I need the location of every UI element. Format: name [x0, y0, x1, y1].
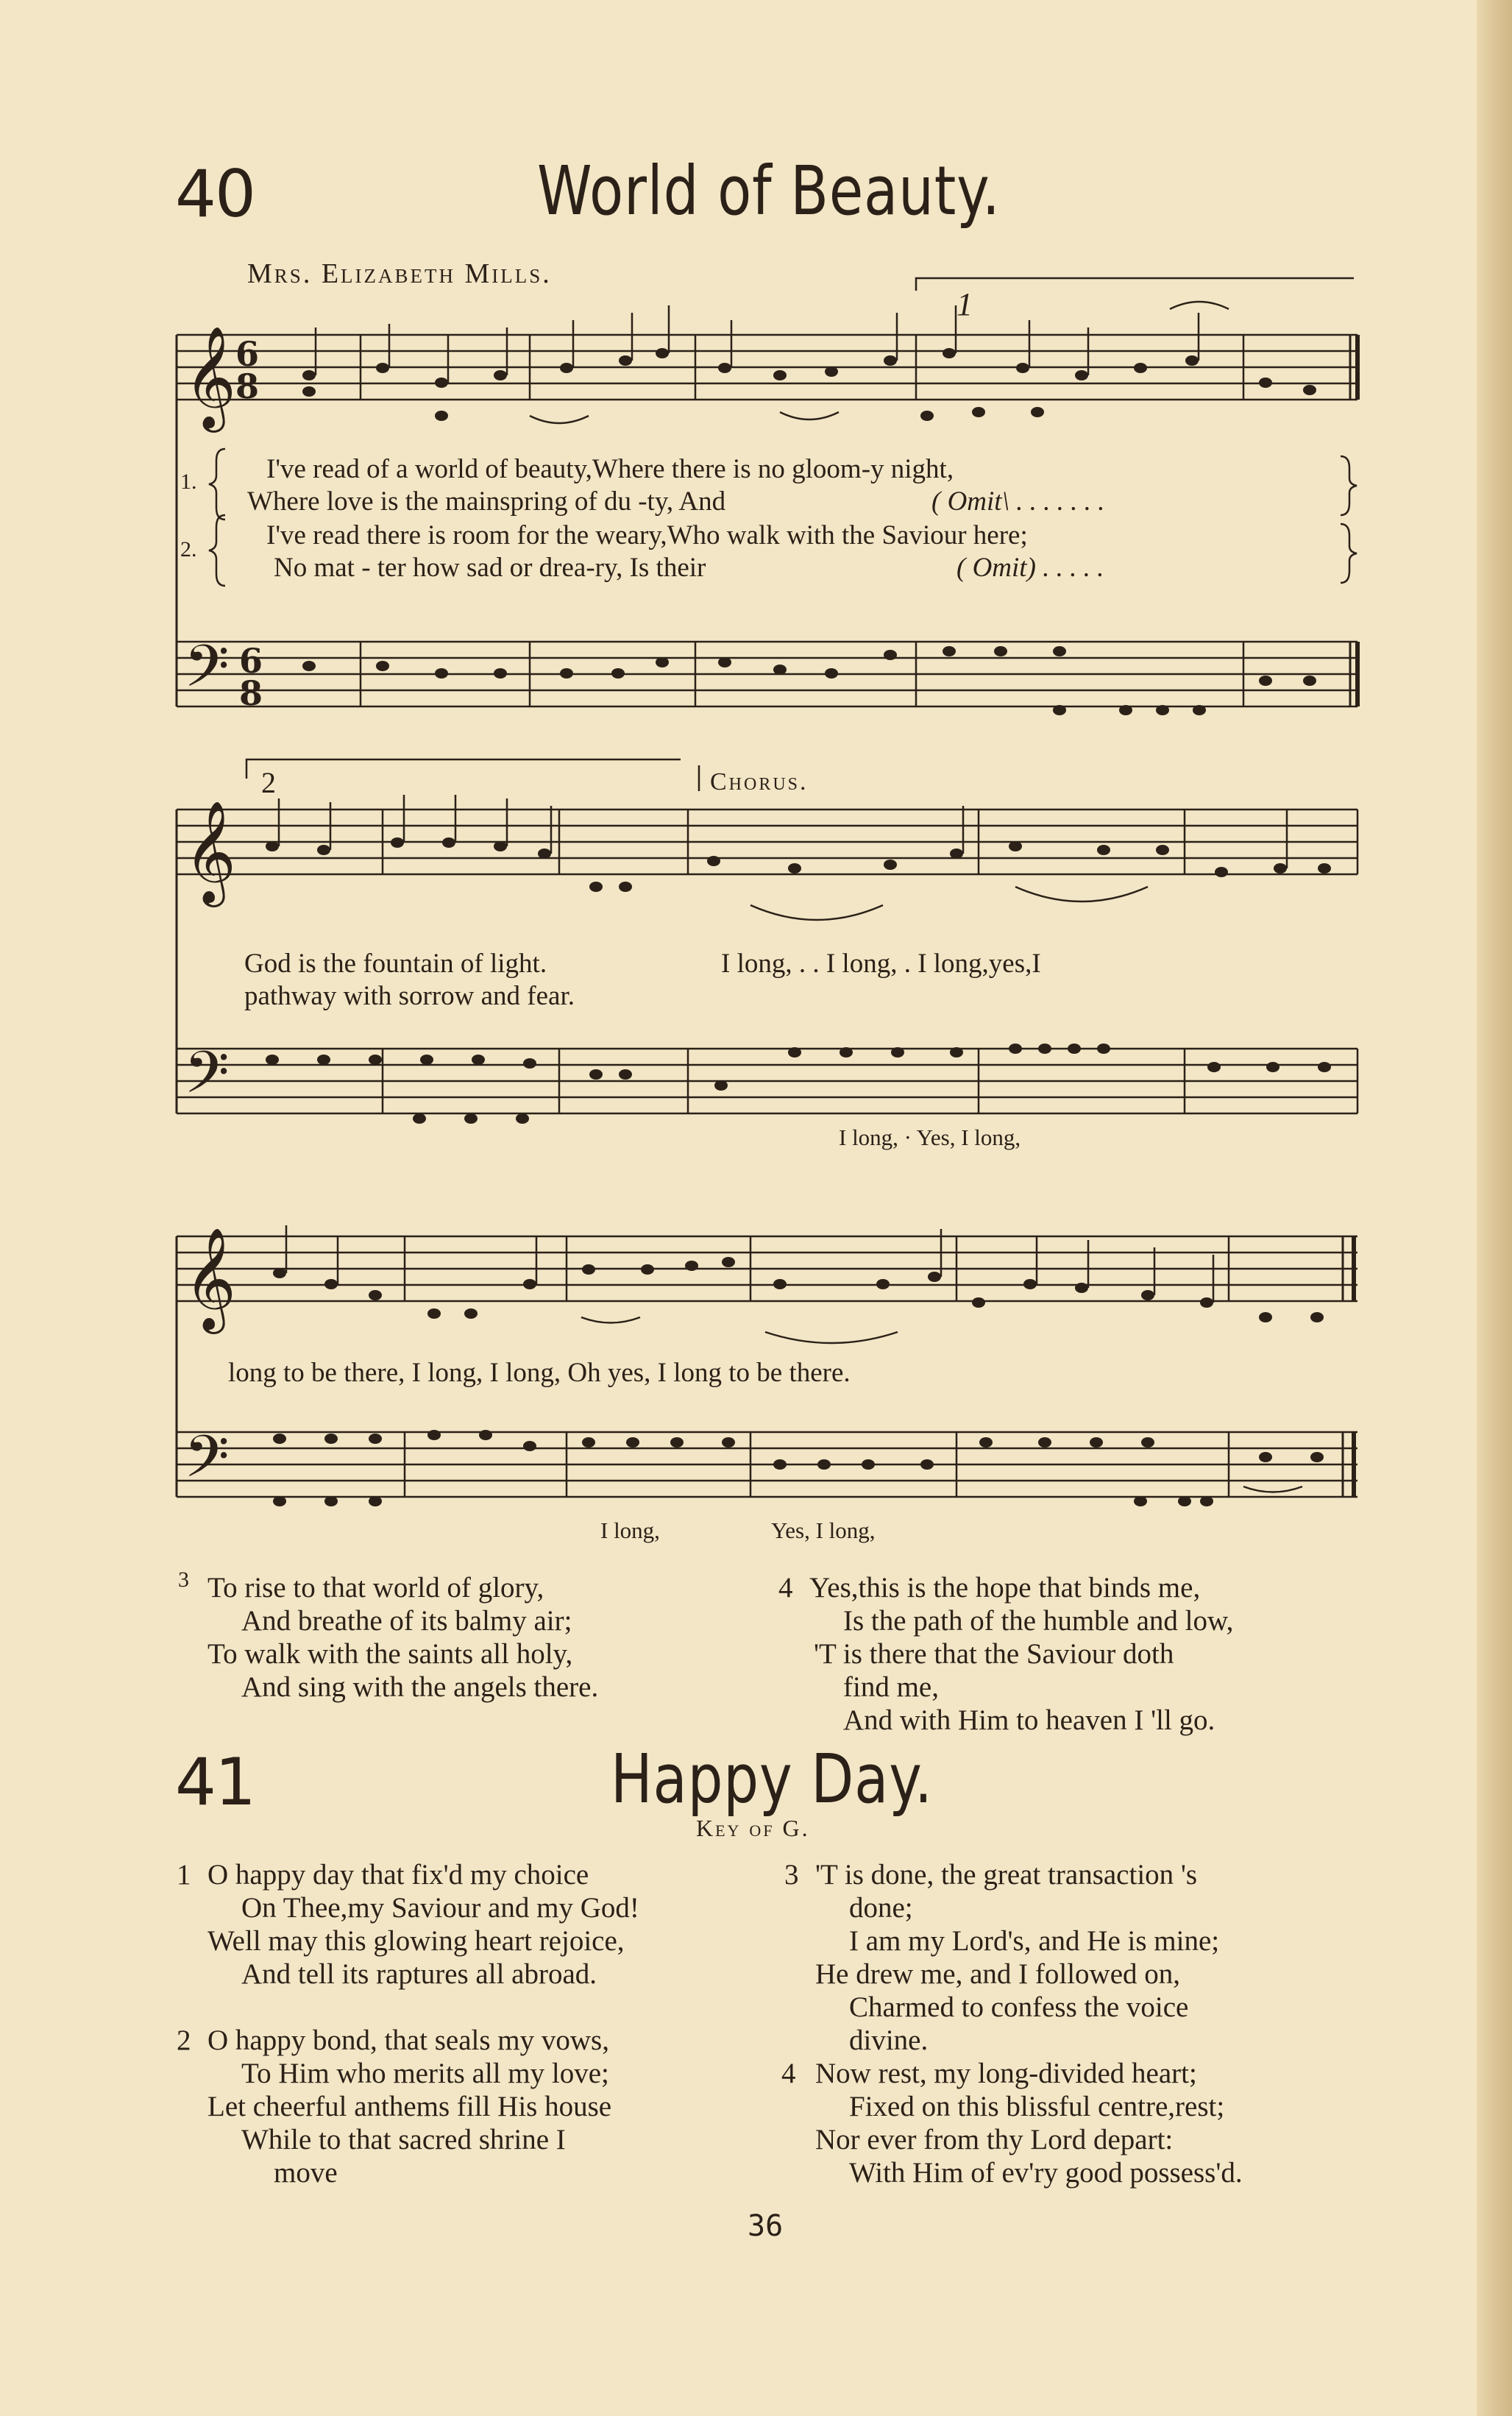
verse-line: done; [849, 1892, 913, 1924]
verse-line: On Thee,my Saviour and my God! [241, 1892, 639, 1924]
verse-line: To Him who merits all my love; [241, 2058, 609, 2089]
verse-number: 3 [178, 1567, 189, 1592]
lyric-line: Where love is the mainspring of du -ty, And [247, 486, 726, 517]
time-signature-top: 6 [239, 641, 263, 681]
lyric-line: I've read of a world of beauty,Where there is no gloom-y night, [266, 454, 954, 484]
verse-line: I am my Lord's, and He is mine; [849, 1925, 1220, 1957]
staff-bass-3 [177, 1432, 1357, 1497]
staff-bass-1 [177, 642, 1357, 706]
bass-clef-icon: 𝄢 [184, 1038, 230, 1121]
verse-line: O happy day that fix'd my choice [207, 1859, 589, 1891]
hymn-number: 40 [175, 156, 255, 232]
verse-number: 4 [778, 1572, 793, 1604]
verse-line: O happy bond, that seals my vows, [207, 2024, 609, 2056]
omit-mark: ( Omit) . . . . . [956, 553, 1104, 583]
verse-line: Let cheerful anthems fill His house [207, 2091, 612, 2122]
stanza-number: 2. [180, 537, 197, 562]
verse-2 [207, 2024, 611, 2189]
staff-treble-1 [177, 335, 1357, 400]
verse-line: Is the path of the humble and low, [843, 1605, 1234, 1637]
page-number: 36 [748, 2209, 784, 2243]
verse-number: 4 [781, 2058, 796, 2089]
verse-line: With Him of ev'ry good possess'd. [849, 2157, 1243, 2189]
hymn-title: Happy Day. [611, 1740, 933, 1818]
volta-1: 1 [956, 286, 973, 322]
verse-line: Yes,this is the hope that binds me, [809, 1572, 1201, 1604]
verse-line: And breathe of its balmy air; [241, 1605, 572, 1637]
treble-clef-icon: 𝄞 [184, 801, 236, 903]
bass-clef-icon: 𝄢 [184, 632, 230, 715]
verse-line: To walk with the saints all holy, [207, 1638, 573, 1670]
lyric-line: long to be there, I long, I long, Oh yes, I long to be there. [228, 1358, 851, 1388]
staff-treble-3 [177, 1236, 1357, 1301]
verse-line: find me, [843, 1671, 939, 1703]
treble-clef-icon: 𝄞 [184, 1228, 236, 1330]
verse-line: Now rest, my long-divided heart; [815, 2058, 1197, 2089]
verse-line: divine. [849, 2024, 929, 2056]
verse-1 [207, 1858, 639, 1991]
lyric-line: God is the fountain of light. [244, 949, 547, 979]
chorus-lyric: I long, . . I long, . I long,yes,I [721, 949, 1041, 979]
verse-line: While to that sacred shrine I [241, 2124, 566, 2155]
verse-line: move [274, 2157, 338, 2189]
lyric-line: I've read there is room for the weary,Who walk with the Saviour here; [266, 520, 1028, 550]
verse-line: And tell its raptures all abroad. [241, 1958, 597, 1990]
stanza-number: 1. [180, 470, 197, 494]
bass-underlay: I long, · Yes, I long, [839, 1124, 1021, 1150]
bass-underlay: Yes, I long, [771, 1517, 876, 1543]
hymn-title: World of Beauty. [537, 152, 1001, 230]
verse-number: 3 [784, 1859, 799, 1891]
verse-3 [207, 1571, 598, 1704]
verse-3 [815, 1858, 1219, 2057]
verse-line: And sing with the angels there. [241, 1671, 599, 1703]
verse-line: He drew me, and I followed on, [815, 1958, 1181, 1990]
verse-line: Well may this glowing heart rejoice, [207, 1925, 625, 1957]
chorus-label: Chorus. [710, 768, 809, 796]
key-signature-label: Key of G. [696, 1815, 810, 1841]
verse-number: 2 [177, 2024, 191, 2056]
bass-underlay: I long, [600, 1517, 660, 1543]
staff-bass-2 [177, 1049, 1357, 1113]
volta-2: 2 [261, 766, 276, 799]
verse-line: And with Him to heaven I 'll go. [843, 1704, 1215, 1736]
verse-line: 'T is done, the great transaction 's [815, 1859, 1198, 1891]
verse-line: 'T is there that the Saviour doth [814, 1638, 1174, 1670]
verse-number: 1 [177, 1859, 191, 1891]
time-signature-bottom: 8 [239, 673, 263, 713]
lyric-line: No mat - ter how sad or drea-ry, Is their [274, 553, 706, 583]
bass-clef-icon: 𝄢 [184, 1423, 230, 1505]
verse-line: Nor ever from thy Lord depart: [815, 2124, 1174, 2155]
verse-line: To rise to that world of glory, [207, 1572, 544, 1604]
verse-line: Charmed to confess the voice [849, 1991, 1189, 2023]
hymn-number: 41 [175, 1744, 255, 1820]
staff-treble-2 [177, 810, 1357, 874]
treble-clef-icon: 𝄞 [184, 326, 236, 428]
omit-mark: ( Omit\ . . . . . . . [931, 486, 1105, 517]
verse-4 [809, 1571, 1233, 1737]
author-credit: Mrs. Elizabeth Mills. [247, 258, 552, 289]
time-signature-bottom: 8 [235, 366, 260, 406]
verse-line: Fixed on this blissful centre,rest; [849, 2091, 1225, 2122]
verse-4 [815, 2057, 1243, 2189]
time-signature-top: 6 [235, 334, 260, 374]
lyric-line: pathway with sorrow and fear. [244, 981, 575, 1011]
